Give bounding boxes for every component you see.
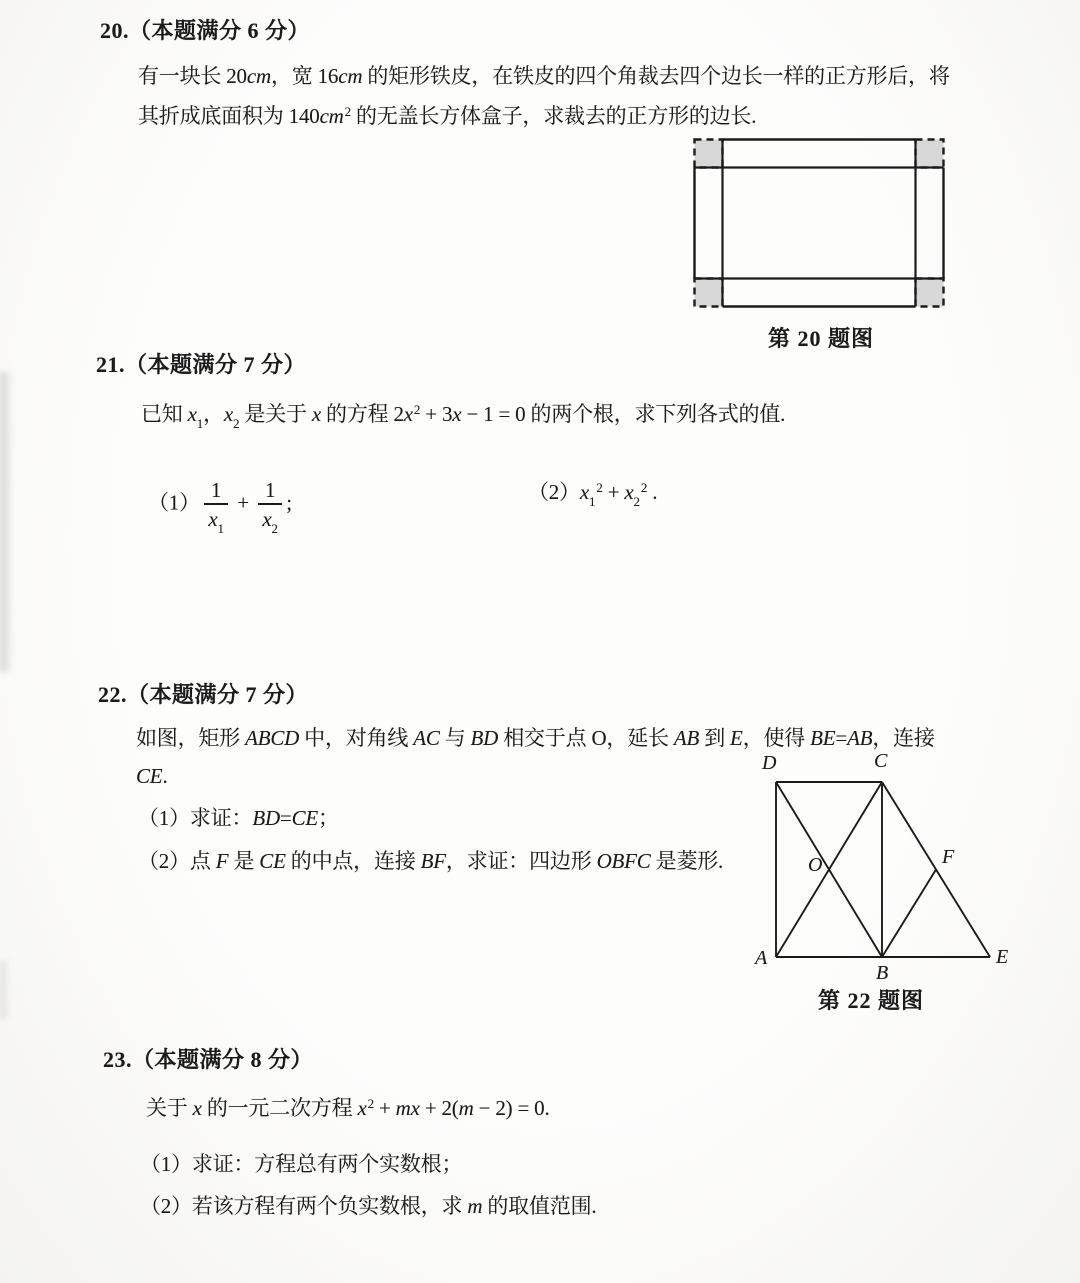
figure-22-label-f: F (942, 846, 955, 868)
question-21-header: 21.（本题满分 7 分） (96, 352, 307, 377)
figure-22 (750, 750, 1022, 990)
segment-BF (882, 870, 936, 958)
figure-20 (693, 138, 945, 308)
cut-square-top-left (695, 140, 723, 168)
question-23-part-2: （2）若该方程有两个负实数根，求 m 的取值范围. (140, 1194, 597, 1218)
question-20-line-2: 其折成底面积为 $140cm^2$ 的无盖长方体盒子，求裁去的正方形的边长. (138, 104, 757, 128)
question-20-header: 20.（本题满分 6 分） (100, 18, 311, 43)
figure-22-label-d: D (762, 752, 777, 774)
question-21-intro: 已知 $x_1$，$x_2$ 是关于 x 的方程 $2x^2 + 3x - 1 = 0$ 的两个根，求下列各式的值. (141, 402, 786, 432)
question-23-intro: 关于 x 的一元二次方程 $x^2$ + mx + 2(m − 2) = 0. (146, 1096, 550, 1120)
question-22-line-1: 如图，矩形 ABCD 中，对角线 AC 与 BD 相交于点 O，延长 AB 到 E，使得 BE=AB，连接 (136, 726, 935, 750)
figure-22-label-o: O (808, 854, 823, 876)
question-22-line-2: CE. (136, 764, 168, 788)
fold-lines (695, 140, 944, 307)
question-21-part-2: $(2)x_1^2 + x_2^2$ . (528, 480, 658, 510)
figure-22-label-c: C (874, 750, 888, 772)
cut-square-bottom-left (695, 279, 723, 307)
question-22-header: 22.（本题满分 7 分） (98, 682, 309, 707)
question-23-header: 23.（本题满分 8 分） (103, 1047, 314, 1072)
question-22-part-1: （1）求证：BD=CE； (138, 806, 339, 830)
scan-edge-shadow-lower (0, 960, 10, 1020)
figure-20-diagram (693, 138, 945, 308)
cut-square-top-right (916, 140, 944, 168)
figure-20-caption: 第 20 题图 (768, 326, 875, 351)
figure-22-label-b: B (876, 962, 889, 984)
sheet-outer-edges (695, 140, 944, 307)
figure-22-diagram (750, 750, 1022, 990)
question-22-part-2: （2）点 F 是 CE 的中点，连接 BF，求证：四边形 OBFC 是菱形. (138, 849, 724, 873)
scan-edge-shadow (0, 372, 13, 672)
question-23-part-1: （1）求证：方程总有两个实数根； (140, 1152, 463, 1176)
question-21-part-1: （1） $\frac{1}{x_1}$ + $\frac{1}{x_2}$ ; (148, 478, 292, 537)
figure-22-label-e: E (996, 946, 1009, 968)
figure-22-label-a: A (755, 947, 768, 969)
question-20-line-1: 有一块长 20cm，宽 16cm 的矩形铁皮，在铁皮的四个角裁去四个边长一样的正方形后，将 (138, 64, 950, 88)
figure-22-caption: 第 22 题图 (818, 988, 925, 1013)
cut-square-bottom-right (916, 279, 944, 307)
